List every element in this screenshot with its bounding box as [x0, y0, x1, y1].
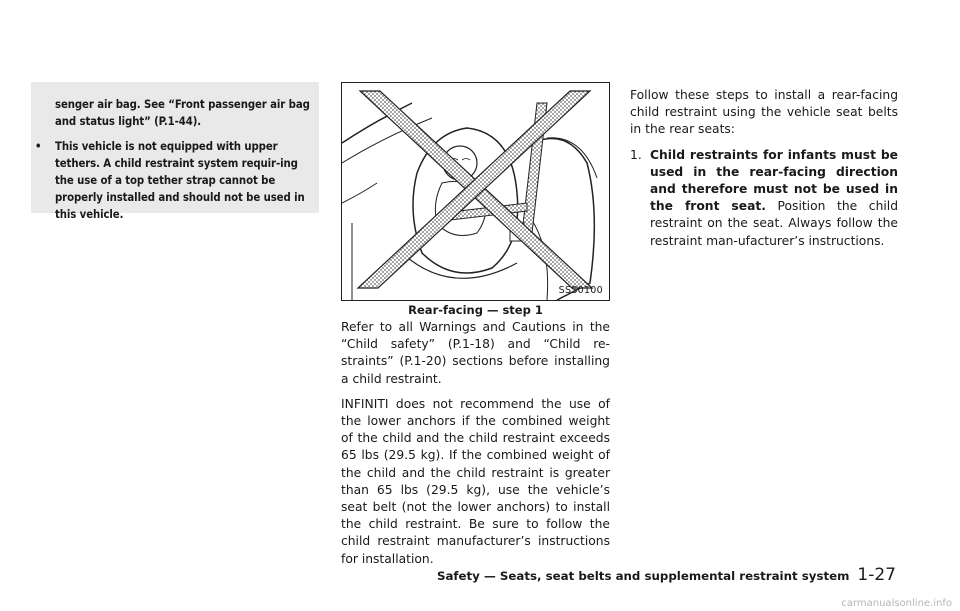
right-intro: Follow these steps to install a rear-facing child restraint using the vehicle seat belts in the rear seats:: [630, 88, 898, 137]
rear-facing-illustration: [341, 82, 610, 301]
watermark: carmanualsonline.info: [841, 598, 952, 609]
right-column: [630, 87, 898, 258]
figure-caption: Rear-facing — step 1: [408, 303, 543, 317]
child-seat-illustration-icon: [342, 83, 609, 300]
warning-paragraph-1: senger air bag. See “Front passenger air bag and status light” (P.1-44).: [55, 98, 310, 128]
middle-paragraph-2: INFINITI does not recommend the use of the lower anchors if the combined weight of the child and the child restraint exceeds 65 lbs (29.5 kg). If the combined weight of the child and the child restraint is greater than 65 lbs (29.5 kg), use the vehicle’s seat belt (not the lower anchors) to install the child restraint. Be sure to follow the child restraint manufacturer’s instructions for installation.: [341, 396, 610, 566]
step-1: [630, 147, 898, 250]
bullet-icon: •: [35, 140, 42, 153]
page-footer: [437, 565, 896, 585]
step-1-text: Position the child restraint on the seat. Always follow the restraint man-ufacturer’s instructions.: [650, 199, 898, 248]
step-1-warning: Child restraints for infants must be used in the rear-facing direction and therefore must not be used in the front seat.: [650, 147, 898, 214]
warning-paragraph-2: This vehicle is not equipped with upper tethers. A child restraint system requir-ing the use of a top tether strap cannot be properly installed and should not be used in this vehicle.: [55, 140, 305, 221]
footer-section-title: Safety — Seats, seat belts and supplemental restraint system: [436, 569, 850, 583]
figure-code: SSS0100: [558, 285, 603, 296]
warning-bullet-item: [35, 138, 315, 223]
page-number: 1-27: [857, 565, 896, 585]
warning-text: [35, 96, 315, 231]
middle-column: [341, 319, 610, 576]
step-number: 1.: [630, 147, 642, 162]
middle-paragraph-1: Refer to all Warnings and Cautions in the “Child safety” (P.1-18) and “Child re-straints” (P.1-20) sections before installing a child restraint.: [341, 320, 610, 386]
